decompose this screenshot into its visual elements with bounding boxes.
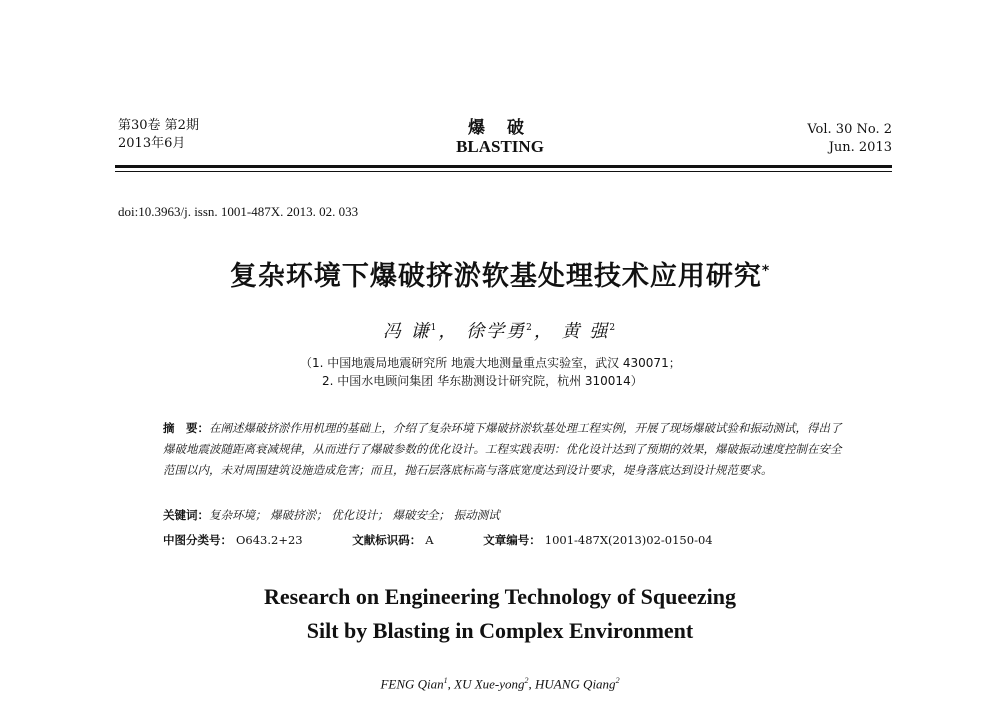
author-en: HUANG Qiang — [535, 676, 616, 692]
header-rule-thin — [115, 171, 892, 172]
date-en: Jun. 2013 — [828, 140, 892, 155]
author-cn: 冯 谦 — [382, 321, 431, 342]
title-en-line-1: Research on Engineering Technology of Squeezing — [263, 584, 737, 609]
abstract-label: 摘 要： — [163, 421, 209, 435]
author-separator: , — [447, 676, 455, 692]
date-cn: 2013年6月 — [118, 136, 186, 151]
title-en-line-2: Silt by Blasting in Complex Environment — [306, 618, 694, 643]
author-cn: 徐学勇 — [466, 321, 527, 342]
affiliation-1: （1. 中国地震局地震研究所 地震大地测量重点实验室，武汉 430071； — [300, 356, 681, 370]
paper-title-en — [0, 580, 1000, 648]
clc-value: O643.2+23 — [236, 533, 303, 547]
abstract — [163, 418, 843, 481]
doc-code-label: 文献标识码： — [352, 533, 422, 547]
journal-name-en: BLASTING — [456, 137, 544, 156]
author-affil-mark: 2 — [524, 676, 529, 685]
author-en: XU Xue-yong — [454, 676, 525, 692]
authors-cn — [0, 317, 1000, 343]
author-en: FENG Qian — [380, 676, 444, 692]
classification-line — [163, 532, 717, 548]
header-right — [807, 121, 892, 157]
article-no-value: 1001-487X(2013)02-0150-04 — [544, 533, 713, 547]
clc-label: 中图分类号： — [163, 533, 232, 547]
article-no-label: 文章编号： — [483, 533, 541, 547]
header-rule-thick — [115, 165, 892, 168]
author-affil-mark: 2 — [526, 323, 534, 333]
author-affil-mark: 2 — [609, 323, 618, 333]
volume-issue-cn: 第30卷 第2期 — [118, 118, 199, 133]
journal-name-cn: 爆 破 — [468, 118, 532, 138]
keywords-label: 关键词： — [163, 508, 209, 522]
authors-en — [0, 676, 1000, 692]
header-left — [118, 117, 199, 153]
author-affil-mark: 1 — [443, 676, 448, 685]
keywords-text: 复杂环境； 爆破挤淤； 优化设计； 爆破安全； 振动测试 — [209, 508, 500, 522]
doi: doi:10.3963/j. issn. 1001-487X. 2013. 02. 033 — [118, 204, 359, 219]
volume-issue-en: Vol. 30 No. 2 — [807, 122, 892, 137]
author-separator: , — [528, 676, 536, 692]
doc-code-value: A — [425, 533, 434, 547]
affiliation-2: 2. 中国水电顾问集团 华东勘测设计研究院，杭州 310014） — [322, 374, 643, 388]
author-separator: ， — [533, 321, 554, 342]
paper-title-cn — [0, 254, 1000, 293]
author-affil-mark: 2 — [615, 676, 620, 685]
title-footnote-mark: * — [761, 263, 771, 279]
author-separator: ， — [438, 321, 459, 342]
abstract-text: 在阐述爆破挤淤作用机理的基础上，介绍了复杂环境下爆破挤淤软基处理工程实例，开展了现场爆破试验和振动测试，得出了爆破地震波随距离衰减规律，从而进行了爆破参数的优化设计。工程实践表明：优化设计达到了预期的效果，爆破振动速度控制在安全范围以内，未对周围建筑设施造成危害；而且，抛石层落底标高与落底宽度达到设计要求，堤身落底达到设计规范要求。 — [163, 421, 842, 477]
keywords — [163, 507, 500, 523]
journal-masthead — [440, 118, 560, 156]
author-affil-mark: 1 — [430, 323, 439, 333]
title-cn-text: 复杂环境下爆破挤淤软基处理技术应用研究 — [229, 261, 762, 292]
author-cn: 黄 强 — [561, 321, 610, 342]
